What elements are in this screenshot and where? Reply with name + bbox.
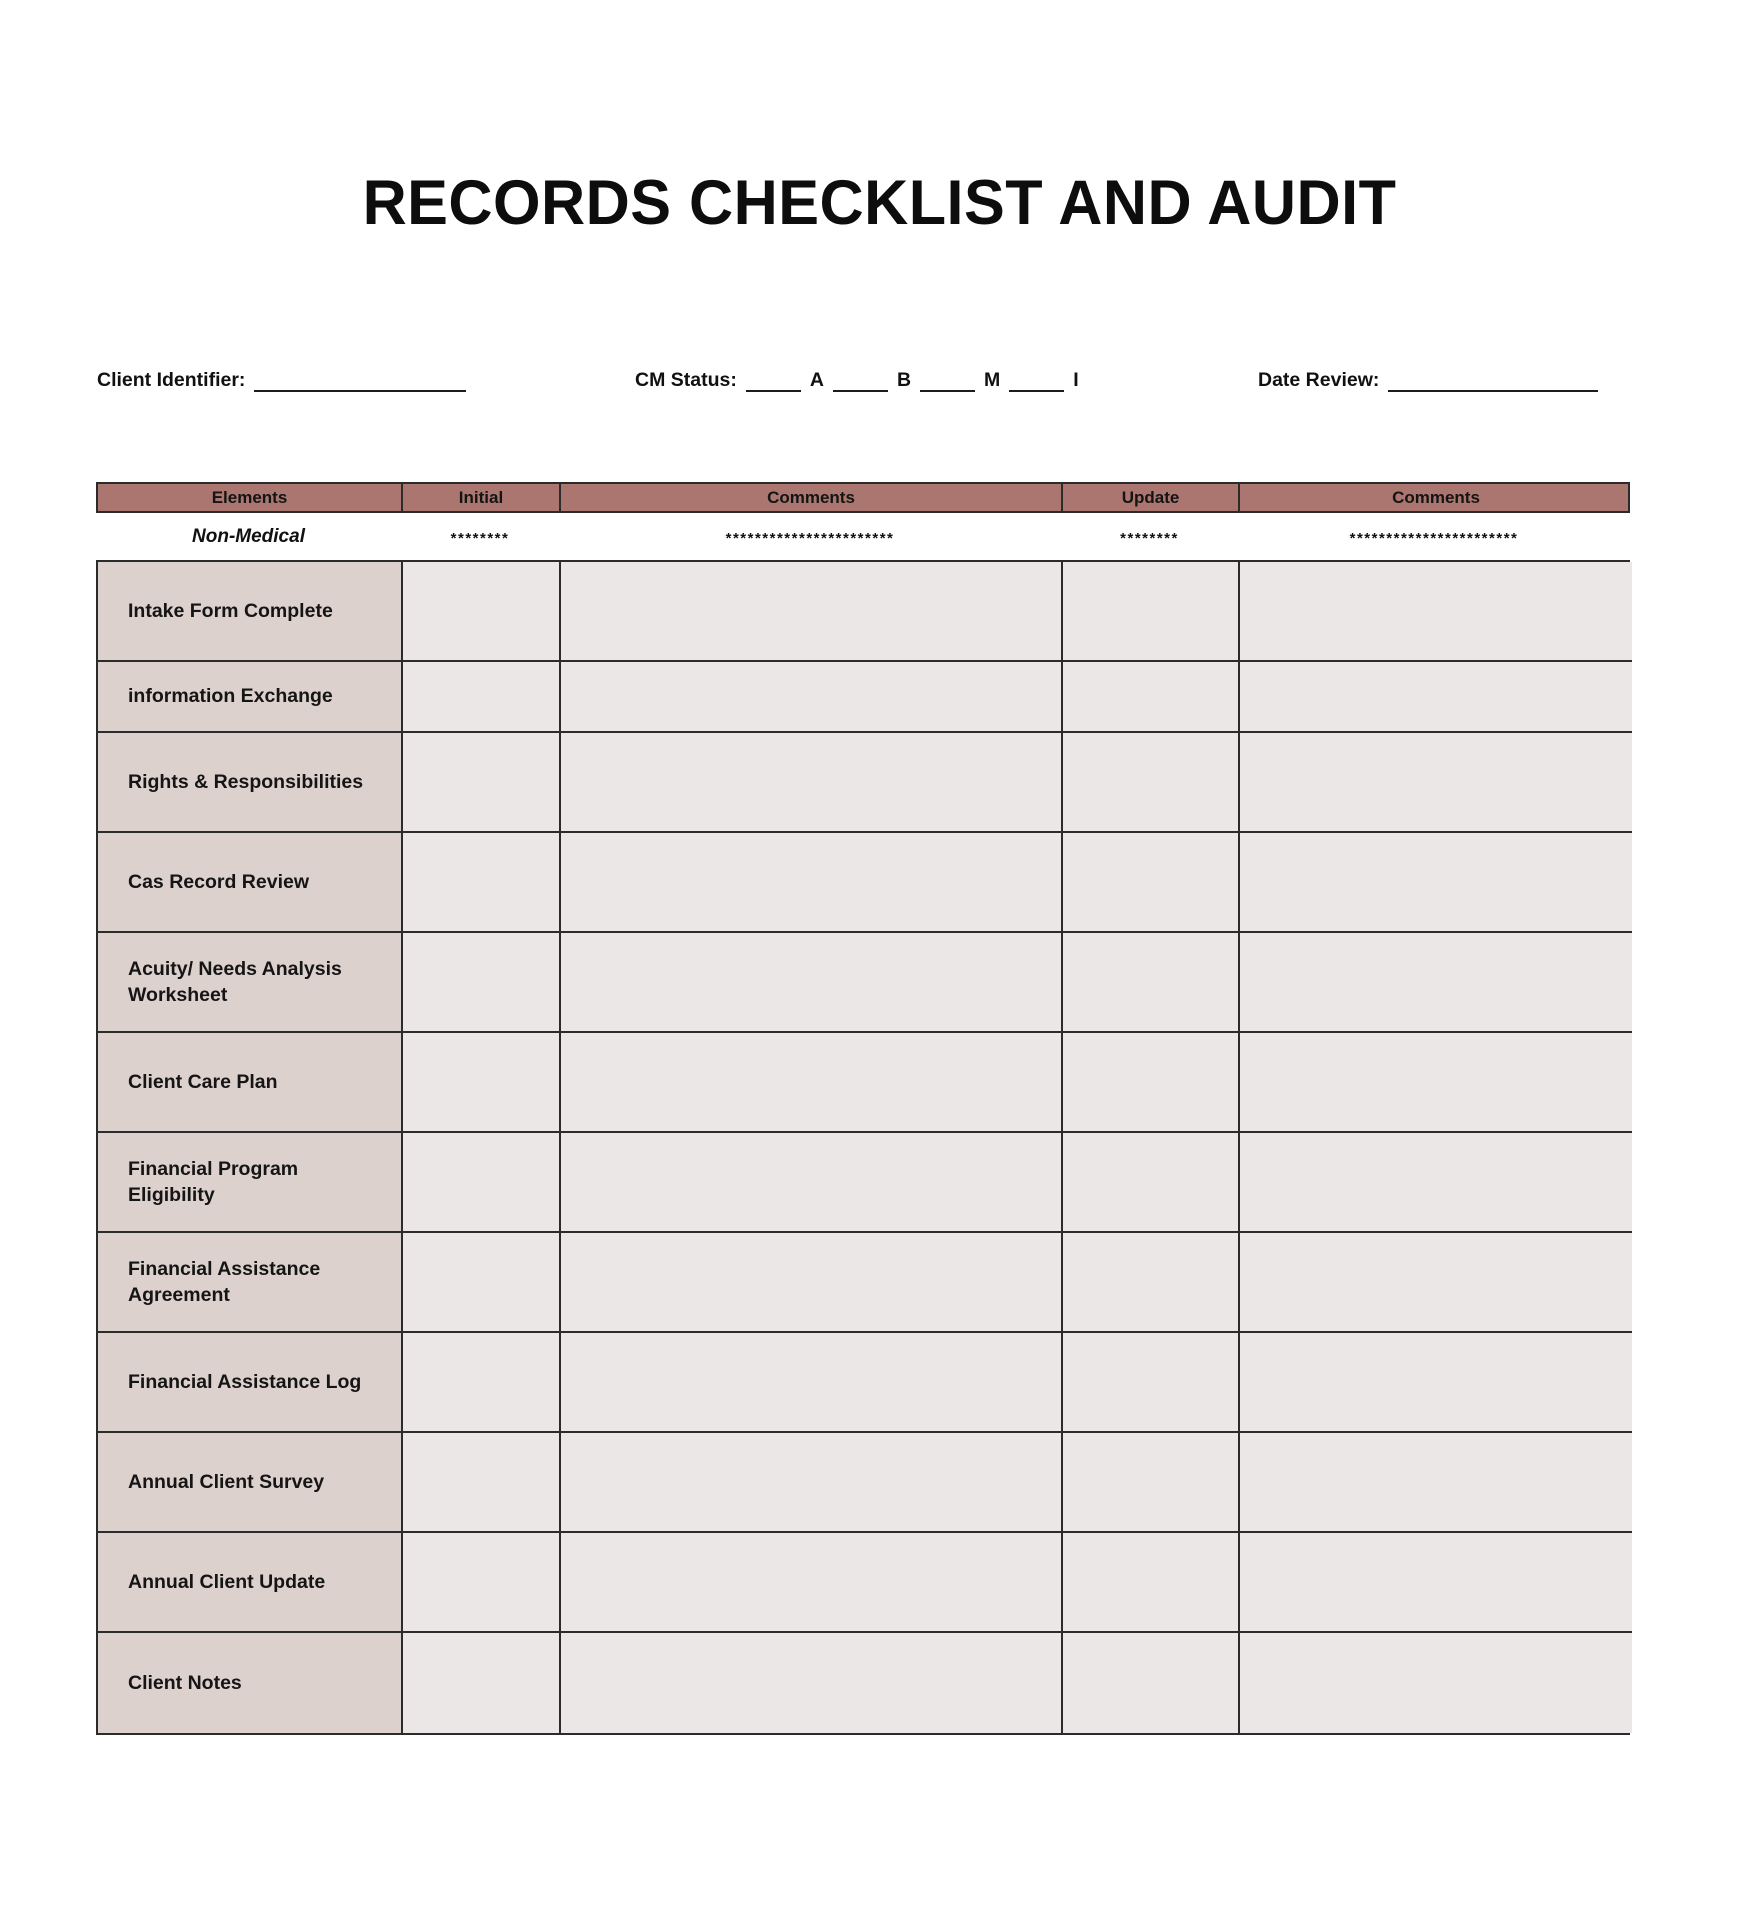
comments-2-mask: *********************** <box>1349 530 1519 547</box>
table-row <box>98 562 1628 662</box>
initial-cell[interactable] <box>403 1533 561 1633</box>
cm-status-field <box>635 368 1079 392</box>
header-comments: Comments <box>561 484 1063 511</box>
header-initial: Initial <box>403 484 561 511</box>
cm-status-option-b: B <box>896 369 912 391</box>
comments-cell[interactable] <box>561 733 1063 833</box>
row-label: Rights & Responsibilities <box>98 733 403 833</box>
client-identifier-field <box>97 368 466 392</box>
row-label: Financial Assistance Log <box>98 1333 403 1433</box>
row-label: Annual Client Update <box>98 1533 403 1633</box>
comments-2-cell[interactable] <box>1240 662 1632 733</box>
client-identifier-label: Client Identifier: <box>97 369 246 391</box>
update-cell[interactable] <box>1063 1633 1240 1733</box>
initial-cell[interactable] <box>403 1333 561 1433</box>
update-cell[interactable] <box>1063 1533 1240 1633</box>
row-label: Client Notes <box>98 1633 403 1733</box>
initial-cell[interactable] <box>403 833 561 933</box>
table-row <box>98 733 1628 833</box>
cm-status-a-input-line[interactable] <box>746 372 801 392</box>
table-row <box>98 1333 1628 1433</box>
comments-2-cell[interactable] <box>1240 562 1632 662</box>
update-cell[interactable] <box>1063 733 1240 833</box>
comments-cell[interactable] <box>561 833 1063 933</box>
table-row <box>98 662 1628 733</box>
update-cell[interactable] <box>1063 1433 1240 1533</box>
initial-cell[interactable] <box>403 1133 561 1233</box>
comments-cell[interactable] <box>561 933 1063 1033</box>
comments-cell[interactable] <box>561 562 1063 662</box>
row-label: Acuity/ Needs Analysis Worksheet <box>98 933 403 1033</box>
table-row <box>98 1533 1628 1633</box>
fields-row <box>0 368 1759 402</box>
date-review-input-line[interactable] <box>1388 372 1598 392</box>
client-identifier-input-line[interactable] <box>254 372 466 392</box>
update-cell[interactable] <box>1063 1333 1240 1433</box>
table-row <box>98 1033 1628 1133</box>
comments-2-cell[interactable] <box>1240 1233 1632 1333</box>
row-label: information Exchange <box>98 662 403 733</box>
table-header-row <box>96 482 1630 513</box>
cm-status-i-input-line[interactable] <box>1009 372 1064 392</box>
comments-cell[interactable] <box>561 1633 1063 1733</box>
update-cell[interactable] <box>1063 833 1240 933</box>
comments-2-cell[interactable] <box>1240 1333 1632 1433</box>
comments-cell[interactable] <box>561 1333 1063 1433</box>
initial-cell[interactable] <box>403 562 561 662</box>
comments-2-cell[interactable] <box>1240 1133 1632 1233</box>
header-elements: Elements <box>98 484 403 511</box>
table-row <box>98 1433 1628 1533</box>
comments-2-cell[interactable] <box>1240 1033 1632 1133</box>
date-review-field <box>1258 368 1598 392</box>
table-row <box>98 1633 1628 1733</box>
cm-status-option-m: M <box>984 369 1001 391</box>
comments-cell[interactable] <box>561 1133 1063 1233</box>
cm-status-b-input-line[interactable] <box>833 372 888 392</box>
row-label: Cas Record Review <box>98 833 403 933</box>
table-row <box>98 833 1628 933</box>
section-row-non-medical <box>96 513 1630 560</box>
initial-cell[interactable] <box>403 933 561 1033</box>
cm-status-option-i: I <box>1073 369 1079 391</box>
comments-cell[interactable] <box>561 662 1063 733</box>
update-mask: ******** <box>1120 530 1179 547</box>
cm-status-option-a: A <box>809 369 824 391</box>
comments-cell[interactable] <box>561 1533 1063 1633</box>
row-label: Client Care Plan <box>98 1033 403 1133</box>
comments-2-cell[interactable] <box>1240 1533 1632 1633</box>
date-review-label: Date Review: <box>1258 369 1380 391</box>
cm-status-m-input-line[interactable] <box>920 372 975 392</box>
row-label: Intake Form Complete <box>98 562 403 662</box>
update-cell[interactable] <box>1063 1033 1240 1133</box>
comments-cell[interactable] <box>561 1033 1063 1133</box>
row-label: Annual Client Survey <box>98 1433 403 1533</box>
comments-cell[interactable] <box>561 1233 1063 1333</box>
comments-2-cell[interactable] <box>1240 833 1632 933</box>
update-cell[interactable] <box>1063 1133 1240 1233</box>
initial-mask: ******** <box>450 530 510 547</box>
row-label: Financial Assistance Agreement <box>98 1233 403 1333</box>
comments-2-cell[interactable] <box>1240 733 1632 833</box>
initial-cell[interactable] <box>403 1033 561 1133</box>
comments-cell[interactable] <box>561 1433 1063 1533</box>
update-cell[interactable] <box>1063 562 1240 662</box>
initial-cell[interactable] <box>403 1233 561 1333</box>
header-update: Update <box>1063 484 1240 511</box>
comments-2-cell[interactable] <box>1240 933 1632 1033</box>
row-label: Financial Program Eligibility <box>98 1133 403 1233</box>
initial-cell[interactable] <box>403 1633 561 1733</box>
comments-2-cell[interactable] <box>1240 1433 1632 1533</box>
initial-cell[interactable] <box>403 662 561 733</box>
header-comments-2: Comments <box>1392 487 1480 507</box>
table-row <box>98 933 1628 1033</box>
table-row <box>98 1133 1628 1233</box>
update-cell[interactable] <box>1063 933 1240 1033</box>
update-cell[interactable] <box>1063 1233 1240 1333</box>
initial-cell[interactable] <box>403 1433 561 1533</box>
table-body <box>96 560 1630 1735</box>
comments-mask: *********************** <box>725 530 895 547</box>
update-cell[interactable] <box>1063 662 1240 733</box>
records-table <box>96 482 1630 1735</box>
initial-cell[interactable] <box>403 733 561 833</box>
comments-2-cell[interactable] <box>1240 1633 1632 1733</box>
page-title: RECORDS CHECKLIST AND AUDIT <box>362 168 1397 238</box>
section-label: Non-Medical <box>192 525 305 547</box>
table-row <box>98 1233 1628 1333</box>
cm-status-label: CM Status: <box>635 369 737 391</box>
